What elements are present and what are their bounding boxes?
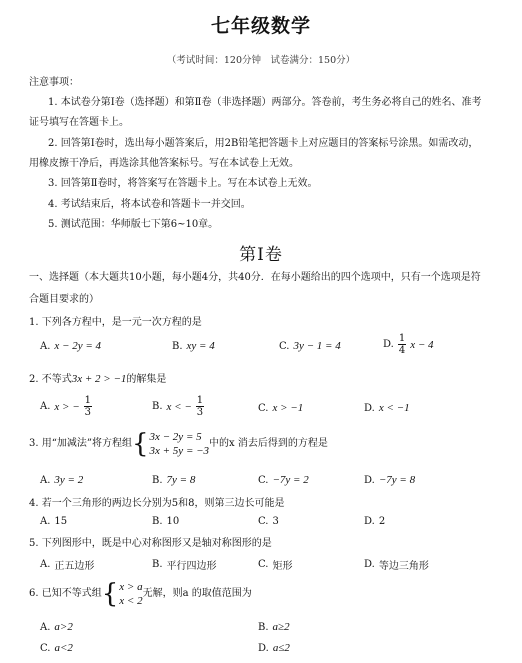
question-1-stem: 1. 下列各方程中，是一元一次方程的是: [29, 317, 202, 328]
fraction-numerator: 1: [84, 395, 92, 406]
option-letter: C.: [258, 516, 269, 527]
fraction-denominator: 3: [196, 407, 204, 418]
option-text: 等边三角形: [378, 561, 429, 572]
note-2-line-2: 用橡皮擦干净后，再选涂其他答案标号。写在本试卷上无效。: [29, 158, 299, 169]
option-expr: −7y = 2: [272, 474, 309, 486]
q5-option-c[interactable]: [258, 557, 292, 572]
option-letter: C.: [258, 474, 269, 486]
q2-option-b[interactable]: [152, 395, 204, 418]
q5-option-a[interactable]: [40, 557, 94, 572]
option-letter: B.: [152, 516, 163, 527]
q6-option-c[interactable]: [40, 642, 73, 654]
option-letter: B.: [258, 621, 269, 633]
option-text: 平行四边形: [166, 561, 217, 572]
question-4-stem: 4. 若一个三角形的两边长分别为5和8，则第三边长可能是: [29, 498, 285, 509]
option-text: 15: [54, 516, 68, 527]
option-letter: C.: [258, 402, 269, 414]
option-expr: xy = 4: [186, 340, 215, 352]
note-2-line-1: 2. 回答第Ⅰ卷时，选出每小题答案后，用2B铅笔把答题卡上对应题目的答案标号涂黑。如需改动，: [48, 138, 479, 149]
option-expr: x − 2y = 4: [54, 340, 102, 352]
option-letter: A.: [40, 401, 51, 412]
left-brace-icon: {: [101, 579, 119, 609]
q4-option-c[interactable]: [258, 516, 279, 527]
system-inequality-1: x > a: [119, 581, 143, 593]
note-4: 4. 考试结束后，将本试卷和答题卡一并交回。: [48, 199, 251, 210]
option-letter: B.: [152, 474, 163, 486]
option-letter: A.: [40, 516, 51, 527]
stem-post: 中的x 消去后得到的方程是: [209, 438, 328, 449]
option-letter: C.: [258, 559, 269, 570]
fraction: [84, 395, 92, 418]
q6-option-b[interactable]: [258, 621, 290, 633]
notes-heading: 注意事项：: [29, 77, 79, 88]
stem-pre: 3. 用“加减法”将方程组: [29, 438, 132, 449]
option-letter: D.: [364, 402, 375, 414]
fraction-denominator: 4: [398, 345, 406, 356]
system-equation-2: 3x + 5y = −3: [149, 445, 210, 457]
option-letter: D.: [258, 642, 269, 654]
option-letter: D.: [364, 559, 375, 570]
option-expr: 3y − 1 = 4: [293, 340, 341, 352]
option-expr: x − 4: [410, 338, 434, 351]
q1-option-d[interactable]: [383, 333, 434, 356]
q3-option-d[interactable]: [364, 474, 415, 486]
option-letter: D.: [383, 339, 394, 350]
option-letter: A.: [40, 621, 51, 633]
system-equation-1: 3x − 2y = 5: [149, 431, 202, 443]
option-expr: x > −: [54, 400, 80, 413]
fraction-numerator: 1: [398, 333, 406, 344]
option-expr: x < −1: [378, 402, 410, 414]
left-brace-icon: {: [131, 429, 149, 459]
option-expr: x < −: [166, 400, 192, 413]
fraction: [196, 395, 204, 418]
q1-option-a[interactable]: [40, 340, 101, 352]
q4-option-b[interactable]: [152, 516, 179, 527]
question-5-stem: 5. 下列图形中，既是中心对称图形又是轴对称图形的是: [29, 538, 272, 549]
option-expr: −7y = 8: [378, 474, 416, 486]
q5-option-b[interactable]: [152, 557, 217, 572]
q4-option-d[interactable]: [364, 516, 385, 527]
option-expr: 3y = 2: [54, 474, 84, 486]
q3-option-c[interactable]: [258, 474, 309, 486]
section-title: 第Ⅰ卷: [239, 245, 283, 265]
option-expr: x > −1: [272, 402, 304, 414]
fraction: [398, 333, 406, 356]
q1-option-b[interactable]: [172, 340, 215, 352]
section-intro-line-1: 一、选择题（本大题共10小题，每小题4分，共40分．在每小题给出的四个选项中，只有一个选项是符: [29, 272, 481, 283]
q3-option-b[interactable]: [152, 474, 195, 486]
note-1-line-1: 1. 本试卷分第Ⅰ卷（选择题）和第Ⅱ卷（非选择题）两部分。答卷前，考生务必将自己的姓名、准考: [48, 97, 482, 108]
question-6-stem: [29, 580, 252, 608]
option-text: 2: [378, 516, 386, 527]
q6-option-d[interactable]: [258, 642, 290, 654]
section-intro-line-2: 合题目要求的）: [29, 294, 99, 305]
q2-option-c[interactable]: [258, 402, 303, 414]
option-text: 矩形: [272, 561, 293, 572]
stem-post: 无解，则a 的取值范围为: [142, 588, 252, 599]
stem-post: 的解集是: [126, 374, 167, 385]
q5-option-d[interactable]: [364, 557, 429, 572]
question-3-stem: [29, 430, 328, 458]
option-letter: B.: [152, 401, 163, 412]
option-letter: B.: [172, 340, 183, 352]
q3-option-a[interactable]: [40, 474, 83, 486]
option-expr: a>2: [54, 621, 73, 633]
q2-option-a[interactable]: [40, 395, 92, 418]
option-text: 10: [166, 516, 180, 527]
q1-option-c[interactable]: [279, 340, 341, 352]
option-text: 3: [272, 516, 279, 527]
exam-title: 七年级数学: [210, 15, 311, 37]
option-letter: D.: [364, 516, 375, 527]
stem-pre: 2. 不等式: [29, 374, 72, 385]
option-text: 正五边形: [54, 561, 95, 572]
stem-math: 3x + 2 > −1: [71, 373, 127, 385]
note-5: 5. 测试范围：华师版七下第6~10章。: [48, 219, 219, 230]
system-inequality-2: x < 2: [119, 595, 143, 607]
note-1-line-2: 证号填写在答题卡上。: [29, 117, 129, 128]
q4-option-a[interactable]: [40, 516, 67, 527]
q6-option-a[interactable]: [40, 621, 73, 633]
note-3: 3. 回答第Ⅱ卷时，将答案写在答题卡上。写在本试卷上无效。: [48, 178, 318, 189]
question-2-stem: [29, 372, 166, 387]
option-letter: C.: [40, 642, 51, 654]
option-expr: a<2: [54, 642, 73, 654]
option-letter: A.: [40, 559, 51, 570]
option-letter: D.: [364, 474, 375, 486]
option-expr: a≥2: [272, 621, 290, 633]
stem-pre: 6. 已知不等式组: [29, 588, 102, 599]
option-expr: 7y = 8: [166, 474, 196, 486]
option-expr: a≤2: [272, 642, 290, 654]
equation-system: [132, 430, 209, 458]
q2-option-d[interactable]: [364, 402, 410, 414]
exam-subtitle: （考试时间：120分钟 试卷满分：150分）: [166, 55, 356, 66]
inequality-system: [102, 580, 143, 608]
option-letter: A.: [40, 340, 51, 352]
option-letter: B.: [152, 559, 163, 570]
fraction-numerator: 1: [196, 395, 204, 406]
option-letter: A.: [40, 474, 51, 486]
option-letter: C.: [279, 340, 290, 352]
fraction-denominator: 3: [84, 407, 92, 418]
